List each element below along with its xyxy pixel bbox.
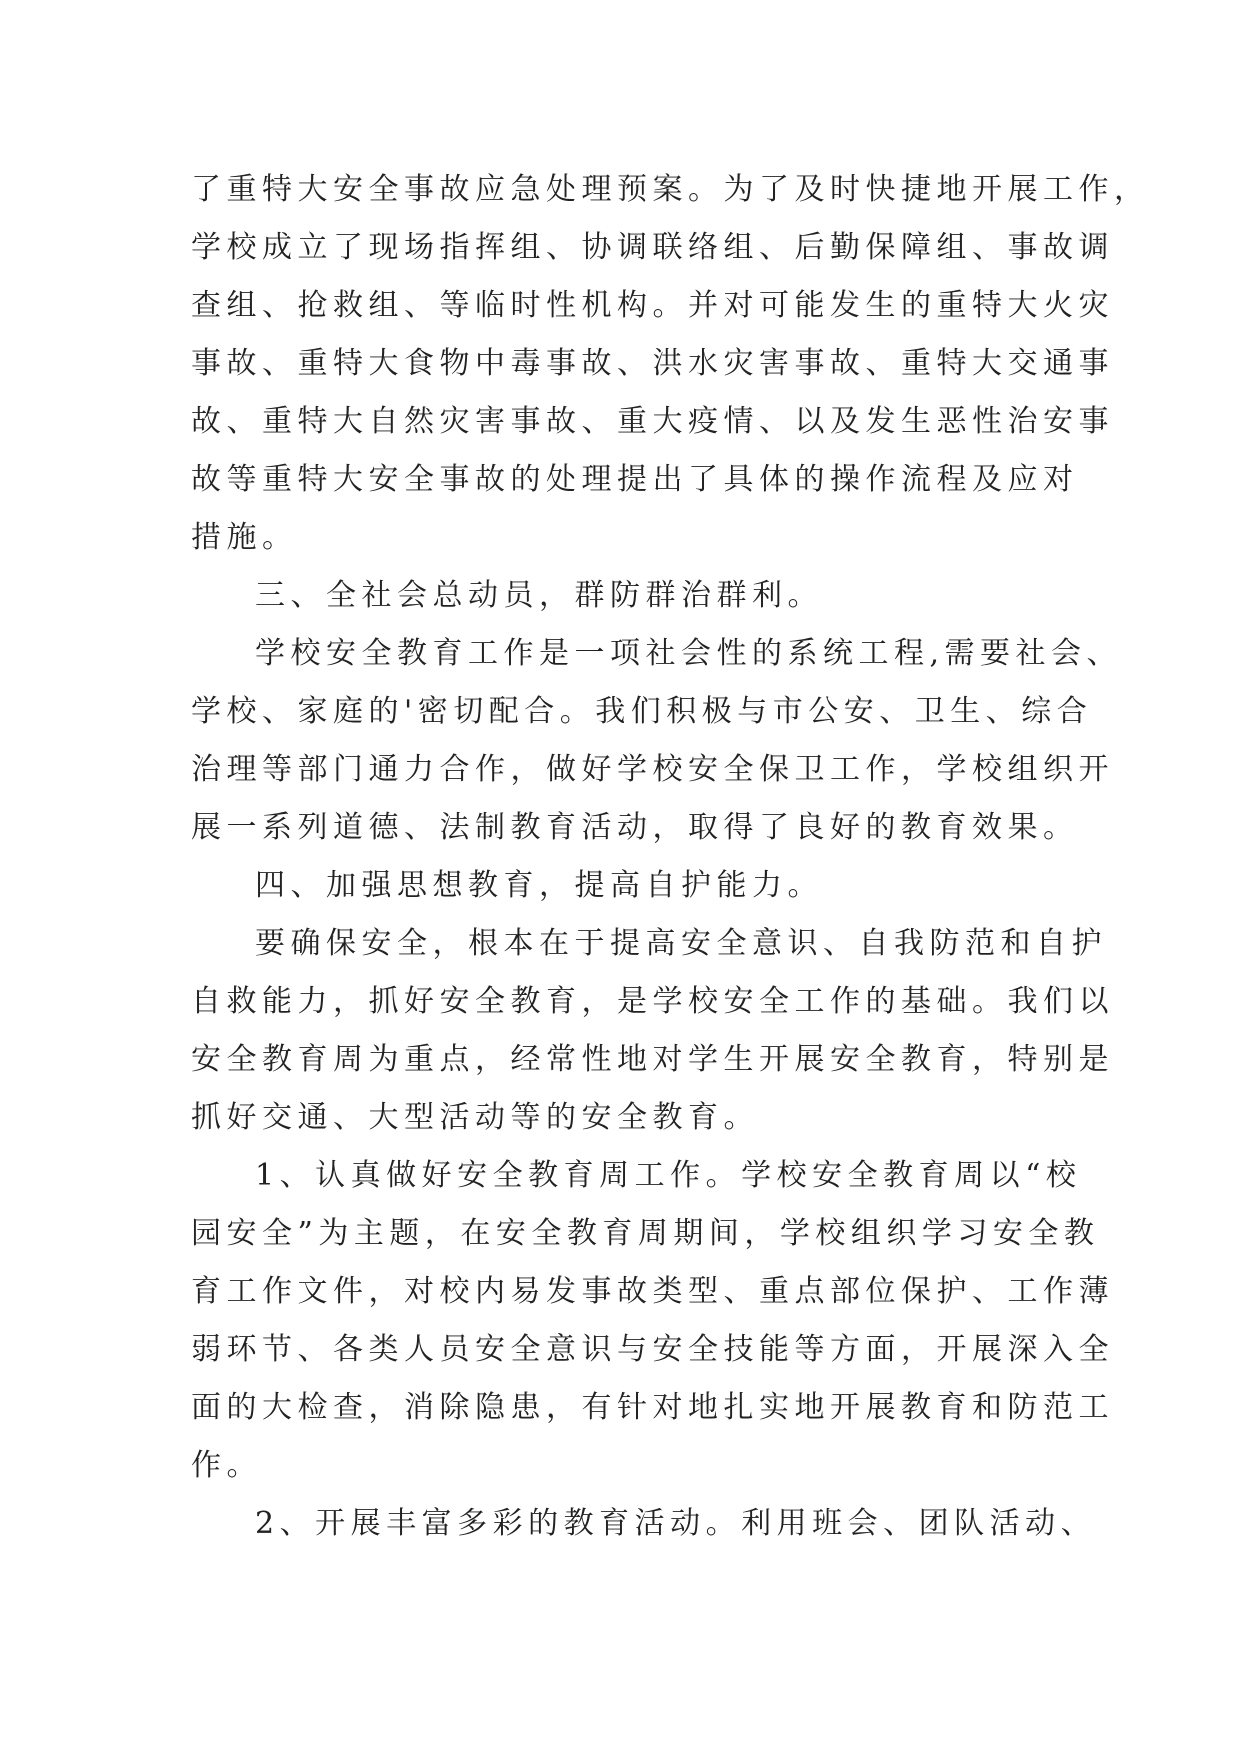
text-line: 学校、家庭的'密切配合。我们积极与市公安、卫生、综合 [191, 694, 1093, 729]
text-line: 学校成立了现场指挥组、协调联络组、后勤保障组、事故调 [191, 230, 1114, 265]
text-line: 措施。 [191, 520, 298, 555]
text-line: 学校安全教育工作是一项社会性的系统工程,需要社会、 [255, 636, 1123, 671]
text-line: 了重特大安全事故应急处理预案。为了及时快捷地开展工作， [191, 172, 1150, 207]
text-line: 故、重特大自然灾害事故、重大疫情、以及发生恶性治安事 [191, 404, 1114, 439]
section-heading: 四、加强思想教育，提高自护能力。 [255, 868, 823, 903]
text-line: 故等重特大安全事故的处理提出了具体的操作流程及应对 [191, 462, 1079, 497]
text-line: 要确保安全，根本在于提高安全意识、自我防范和自护 [255, 926, 1107, 961]
text-line: 事故、重特大食物中毒事故、洪水灾害事故、重特大交通事 [191, 346, 1114, 381]
text-line: 抓好交通、大型活动等的安全教育。 [191, 1100, 759, 1135]
text-line: 园安全”为主题，在安全教育周期间，学校组织学习安全教 [191, 1216, 1100, 1251]
text-line: 查组、抢救组、等临时性机构。并对可能发生的重特大火灾 [191, 288, 1114, 323]
text-line: 作。 [191, 1448, 262, 1483]
section-heading: 三、全社会总动员，群防群治群利。 [255, 578, 823, 613]
text-line: 育工作文件，对校内易发事故类型、重点部位保护、工作薄 [191, 1274, 1114, 1309]
text-line: 弱环节、各类人员安全意识与安全技能等方面，开展深入全 [191, 1332, 1114, 1367]
text-line: 面的大检查，消除隐患，有针对地扎实地开展教育和防范工 [191, 1390, 1114, 1425]
text-line: 1、认真做好安全教育周工作。学校安全教育周以“校 [255, 1158, 1082, 1193]
text-line: 2、开展丰富多彩的教育活动。利用班会、团队活动、 [255, 1506, 1097, 1541]
text-line: 治理等部门通力合作，做好学校安全保卫工作，学校组织开 [191, 752, 1114, 787]
text-line: 展一系列道德、法制教育活动，取得了良好的教育效果。 [191, 810, 1079, 845]
text-line: 自救能力，抓好安全教育，是学校安全工作的基础。我们以 [191, 984, 1114, 1019]
text-line: 安全教育周为重点，经常性地对学生开展安全教育，特别是 [191, 1042, 1114, 1077]
